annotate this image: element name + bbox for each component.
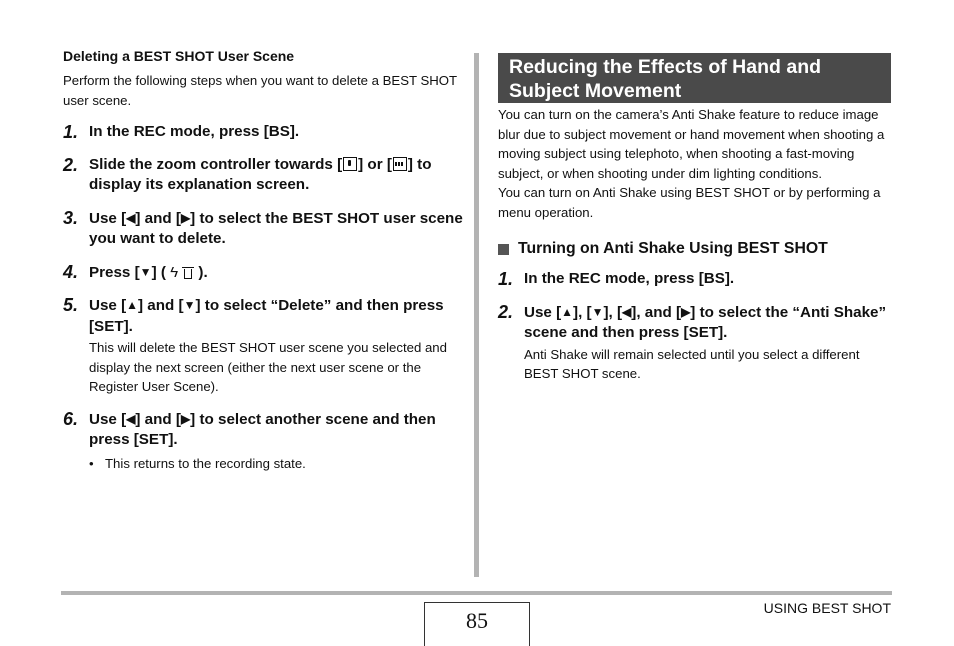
trash-icon: [182, 265, 194, 279]
bullet-icon: •: [89, 455, 94, 471]
section-banner: Reducing the Effects of Hand and Subject Movement: [498, 53, 891, 103]
zoom-telephoto-icon: [343, 157, 357, 171]
step-number: 2.: [63, 154, 79, 175]
step-2: [498, 302, 891, 384]
page-number: 85: [466, 608, 488, 633]
left-arrow-icon: ◀: [126, 411, 136, 426]
column-divider: [474, 53, 479, 577]
left-column: [63, 48, 463, 485]
down-arrow-icon: ▼: [139, 264, 152, 279]
step-text: Use [▲] and [▼] to select “Delete” and then press [SET].: [89, 297, 444, 335]
step-note: This will delete the BEST SHOT user scene you selected and display the next screen (either the next user scene or the Register User Scene).: [89, 340, 447, 394]
step-number: 5.: [63, 295, 79, 315]
step-text: In the REC mode, press [BS].: [524, 270, 735, 287]
step-number: 1.: [498, 269, 514, 289]
right-arrow-icon: ▶: [681, 304, 691, 319]
right-arrow-icon: ▶: [180, 411, 191, 426]
step-6: [63, 409, 463, 474]
down-arrow-icon: ▼: [183, 298, 196, 312]
square-bullet-icon: [498, 244, 509, 255]
step-3: [63, 208, 463, 250]
section-title-delete: Deleting a BEST SHOT User Scene: [63, 48, 295, 64]
right-column: [498, 53, 891, 396]
step-text: In the REC mode, press [BS].: [89, 123, 300, 140]
bullet-item: • This returns to the recording state.: [89, 454, 463, 474]
up-arrow-icon: ▲: [126, 298, 139, 312]
step-number: 2.: [498, 301, 514, 322]
step-number: 4.: [63, 261, 79, 282]
right-arrow-icon: ▶: [180, 210, 191, 225]
flash-icon: ϟ: [170, 263, 179, 281]
step-1: [498, 269, 891, 290]
down-arrow-icon: ▼: [591, 304, 604, 319]
step-4: [63, 262, 463, 284]
step-note: Anti Shake will remain selected until you select a different BEST SHOT scene.: [524, 346, 860, 381]
step-text: Use [▲], [▼], [◀], and [▶] to select the “Anti Shake” scene and then press [SET].: [524, 303, 887, 341]
page-number-box: [424, 602, 530, 646]
step-text: Press [▼] ( ϟ ).: [89, 263, 208, 281]
step-number: 3.: [63, 207, 79, 228]
step-number: 1.: [63, 122, 79, 142]
step-text: Use [◀] and [▶] to select the BEST SHOT user scene you want to delete.: [89, 209, 463, 247]
subsection-heading: Turning on Anti Shake Using BEST SHOT: [498, 240, 891, 258]
intro-text: Perform the following steps when you want to delete a BEST SHOT user scene.: [63, 73, 457, 108]
footer-divider: [61, 591, 892, 595]
section-label: USING BEST SHOT: [763, 600, 891, 616]
step-5: [63, 295, 463, 397]
step-text: Use [◀] and [▶] to select another scene and then press [SET].: [89, 410, 436, 448]
step-text: Slide the zoom controller towards [ ] or [ ] to display its explanation screen.: [89, 155, 432, 193]
step-1: [63, 122, 463, 143]
paragraph: You can turn on the camera’s Anti Shake feature to reduce image blur due to subject movement or hand movement when shooting a moving subject using telephoto, when shooting a fast-moving subject, or when shooting under dim lighting conditions.: [498, 107, 885, 181]
up-arrow-icon: ▲: [561, 304, 574, 319]
thumbnail-grid-icon: [393, 157, 407, 171]
left-arrow-icon: ◀: [622, 304, 632, 319]
paragraph: You can turn on Anti Shake using BEST SHOT or by performing a menu operation.: [498, 185, 881, 220]
left-arrow-icon: ◀: [126, 210, 136, 225]
step-2: [63, 155, 463, 196]
step-number: 6.: [63, 408, 79, 429]
